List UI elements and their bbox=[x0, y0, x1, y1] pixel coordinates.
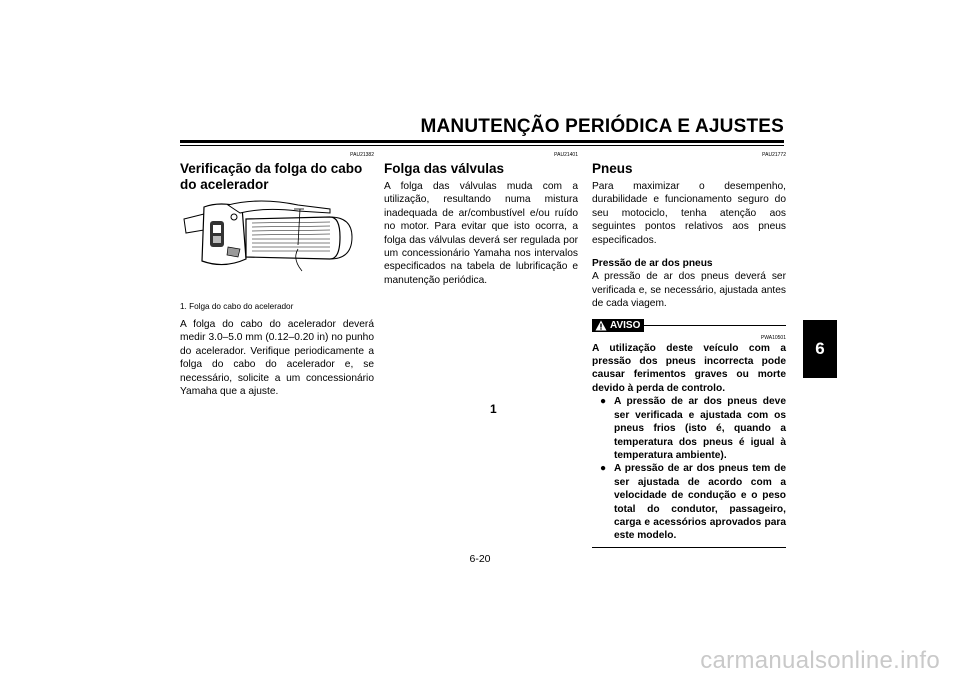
bullet-icon: ● bbox=[600, 396, 607, 408]
column-tires bbox=[592, 152, 786, 548]
page-header-title: MANUTENÇÃO PERIÓDICA E AJUSTES bbox=[420, 116, 784, 137]
section-heading: Verificação da folga do cabo do acelerador bbox=[180, 161, 363, 192]
site-watermark: carmanualsonline.info bbox=[700, 647, 940, 674]
section-body: A folga das válvulas muda com a utilização, resultando numa mistura inadequada de ar/combustível e/ou ruído no motor. Para evitar que isto ocorra, a folga das válvulas deverá ser regulada por um concessionário Yamaha nos intervalos especificados na tabela de lubrificação e manutenção periódica. bbox=[384, 181, 578, 286]
subsection-heading: Pressão de ar dos pneus bbox=[592, 258, 713, 270]
section-code: PAU21401 bbox=[554, 152, 578, 158]
figure-callout-1: 1 bbox=[490, 402, 497, 416]
warning-intro: A utilização deste veículo com a pressão dos pneus incorrecta pode causar ferimentos graves ou morte devido à perda de controlo. bbox=[592, 342, 786, 394]
figure-caption: 1. Folga do cabo do acelerador bbox=[180, 302, 294, 311]
warning-body bbox=[592, 342, 786, 548]
warning-item: ● A pressão de ar dos pneus deve ser verificada e ajustada com os pneus frios (isto é, quando a temperatura dos pneus é igual à temperatura ambiente). bbox=[600, 396, 786, 461]
header-rule-thin bbox=[180, 145, 784, 146]
page-number: 6-20 bbox=[469, 553, 491, 565]
section-body: Para maximizar o desempenho, durabilidade e funcionamento seguro do seu motociclo, tenha atenção aos seguintes pontos relativos aos pneus especificados. bbox=[592, 181, 786, 246]
header-rule bbox=[180, 140, 784, 143]
section-heading: Pneus bbox=[592, 161, 633, 176]
column-valve-clearance bbox=[384, 152, 578, 287]
warning-item: ● A pressão de ar dos pneus tem de ser ajustada de acordo com a velocidade de condução e o peso total do condutor, passageiro, carga e acessórios aprovados para este modelo. bbox=[600, 463, 786, 542]
warning-label: AVISO bbox=[592, 319, 644, 332]
section-code: PAU21772 bbox=[762, 152, 786, 158]
bullet-icon: ● bbox=[600, 463, 607, 475]
warning-rule bbox=[644, 325, 786, 326]
warning-triangle-icon bbox=[595, 320, 607, 331]
section-body: A folga do cabo do acelerador deverá medir 3.0–5.0 mm (0.12–0.20 in) no punho do acelerador. Verifique periodicamente a folga do cabo do acelerador e, se necessário, solicite a um concessionário Yamaha que a ajuste. bbox=[180, 319, 374, 398]
chapter-tab: 6 bbox=[803, 320, 837, 378]
section-code: PAU21382 bbox=[350, 152, 374, 158]
warning-end-rule bbox=[592, 547, 786, 548]
section-heading: Folga das válvulas bbox=[384, 161, 505, 176]
warning-code: PWA10501 bbox=[760, 334, 786, 341]
warning-header bbox=[592, 319, 786, 332]
subsection-body: A pressão de ar dos pneus deverá ser verificada e, se necessário, ajustada antes de cada viagem. bbox=[592, 271, 786, 310]
